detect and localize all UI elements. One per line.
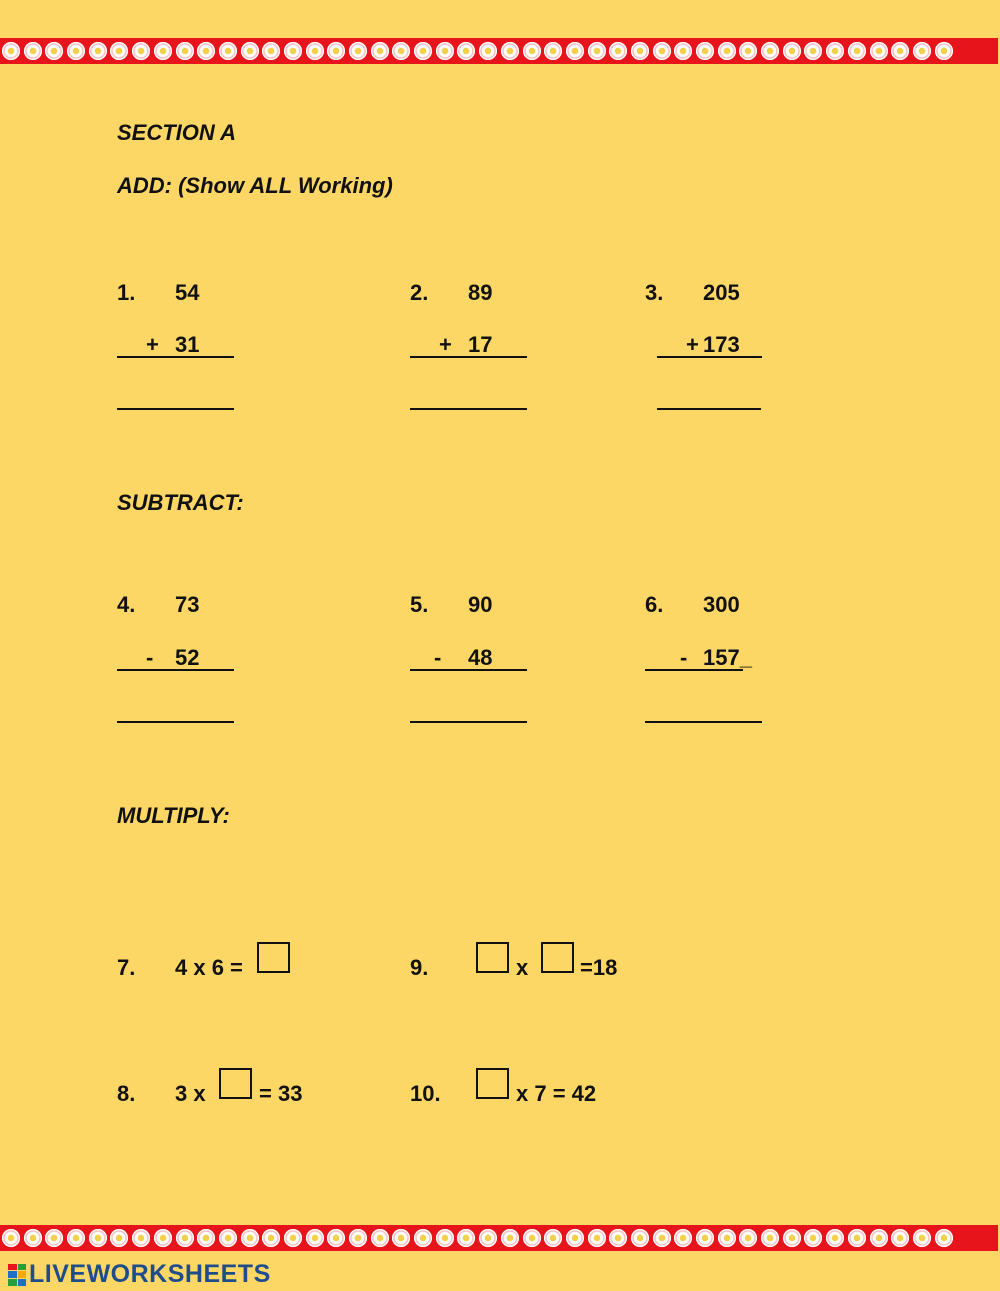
flower-icon [436,1229,454,1247]
flower-icon [913,42,931,60]
flower-icon [197,1229,215,1247]
problem-5-number: 5. [410,592,429,617]
problem-1-operator: + [146,332,159,357]
flower-icon [609,1229,627,1247]
flower-icon [674,42,692,60]
flower-icon [848,1229,866,1247]
flower-icon [45,42,63,60]
problem-9-times: x [516,955,529,980]
problem-7-expression: 4 x 6 = [175,955,243,980]
flower-icon [739,1229,757,1247]
problem-1-answer-line[interactable] [117,408,234,410]
flower-icon [870,1229,888,1247]
flower-icon [501,42,519,60]
problem-3-operator: + [686,332,699,357]
flower-icon [24,1229,42,1247]
problem-10-answer-box[interactable] [476,1068,509,1099]
problem-6-number: 6. [645,592,664,617]
flower-icon [696,42,714,60]
flower-icon [349,42,367,60]
subtract-heading: SUBTRACT: [117,490,244,515]
flower-icon [631,1229,649,1247]
problem-5-bottom: 48 [468,645,493,670]
flower-icon [804,42,822,60]
flower-icon [848,42,866,60]
flower-icon [783,1229,801,1247]
flower-icon [935,1229,953,1247]
problem-2-top: 89 [468,280,493,305]
flower-icon [566,42,584,60]
problem-8-result: = 33 [259,1081,303,1106]
flower-icon [479,42,497,60]
flower-icon [110,1229,128,1247]
problem-5-operator: - [434,645,442,670]
flower-icon [870,42,888,60]
problem-3-top: 205 [703,280,740,305]
flower-icon [631,42,649,60]
flower-icon [67,42,85,60]
problem-5-operation-line [410,669,527,671]
flower-icon [132,42,150,60]
problem-2-answer-line[interactable] [410,408,527,410]
problem-5-top: 90 [468,592,493,617]
flower-icon [89,1229,107,1247]
flower-icon [544,1229,562,1247]
flower-icon [262,42,280,60]
problem-1-top: 54 [175,280,200,305]
flower-icon [219,1229,237,1247]
problem-2-number: 2. [410,280,429,305]
flower-icon [479,1229,497,1247]
flower-icon [2,42,20,60]
liveworksheets-logo-icon [8,1264,26,1286]
flower-icon [284,1229,302,1247]
flower-icon [783,42,801,60]
problem-6-operation-line [645,669,743,671]
flower-icon [718,1229,736,1247]
problem-4-top: 73 [175,592,200,617]
liveworksheets-logo-text: LIVEWORKSHEETS [29,1260,271,1288]
problem-2-operator: + [439,332,452,357]
problem-10-result: x 7 = 42 [516,1081,597,1106]
flower-icon [2,1229,20,1247]
flower-icon [566,1229,584,1247]
problem-6-top: 300 [703,592,740,617]
flower-icon [544,42,562,60]
flower-icon [891,42,909,60]
flower-icon [826,42,844,60]
problem-7-number: 7. [117,955,136,980]
flower-icon [457,1229,475,1247]
problem-4-bottom: 52 [175,645,200,670]
problem-9-number: 9. [410,955,429,980]
flower-icon [197,42,215,60]
flower-icon [739,42,757,60]
flower-icon [653,1229,671,1247]
flower-icon [501,1229,519,1247]
flower-icon [219,42,237,60]
flower-icon [588,1229,606,1247]
flower-icon [414,42,432,60]
problem-9-answer-box-2[interactable] [541,942,574,973]
problem-4-answer-line[interactable] [117,721,234,723]
problem-3-operation-line [657,356,762,358]
flower-icon [761,1229,779,1247]
flower-icon [935,42,953,60]
flower-icon [523,1229,541,1247]
flower-icon [826,1229,844,1247]
flower-icon [24,42,42,60]
flower-icon [176,1229,194,1247]
flower-icon [718,42,736,60]
problem-3-answer-line[interactable] [657,408,761,410]
flower-icon [306,42,324,60]
flower-icon [891,1229,909,1247]
flower-icon [588,42,606,60]
bottom-flower-border [0,1225,998,1251]
flower-icon [327,42,345,60]
problem-9-result: =18 [580,955,618,980]
flower-icon [913,1229,931,1247]
problem-8-number: 8. [117,1081,136,1106]
flower-icon [284,42,302,60]
flower-icon [262,1229,280,1247]
flower-icon [154,42,172,60]
section-title: SECTION A [117,120,236,145]
flower-icon [674,1229,692,1247]
liveworksheets-logo[interactable] [8,1260,271,1289]
flower-icon [67,1229,85,1247]
problem-4-operator: - [146,645,154,670]
flower-icon [696,1229,714,1247]
flower-icon [45,1229,63,1247]
problem-9-answer-box-1[interactable] [476,942,509,973]
problem-8-expression: 3 x [175,1081,206,1106]
problem-7-answer-box[interactable] [257,942,290,973]
top-flower-border [0,38,998,64]
problem-10-number: 10. [410,1081,441,1106]
flower-icon [176,42,194,60]
flower-icon [457,42,475,60]
flower-icon [523,42,541,60]
flower-icon [241,42,259,60]
flower-icon [371,1229,389,1247]
flower-icon [132,1229,150,1247]
problem-1-number: 1. [117,280,136,305]
problem-8-answer-box[interactable] [219,1068,252,1099]
flower-icon [154,1229,172,1247]
flower-icon [392,42,410,60]
problem-6-operator: - [680,645,688,670]
flower-icon [371,42,389,60]
flower-icon [414,1229,432,1247]
flower-icon [436,42,454,60]
add-heading: ADD: (Show ALL Working) [117,173,393,198]
flower-icon [761,42,779,60]
problem-3-bottom: 173 [703,332,740,357]
problem-3-number: 3. [645,280,664,305]
flower-icon [89,42,107,60]
flower-icon [392,1229,410,1247]
flower-icon [349,1229,367,1247]
problem-2-bottom: 17 [468,332,493,357]
flower-icon [804,1229,822,1247]
problem-5-answer-line[interactable] [410,721,527,723]
problem-4-operation-line [117,669,234,671]
flower-icon [327,1229,345,1247]
problem-2-operation-line [410,356,527,358]
problem-6-answer-line[interactable] [645,721,762,723]
flower-icon [653,42,671,60]
problem-1-bottom: 31 [175,332,200,357]
multiply-heading: MULTIPLY: [117,803,230,828]
flower-icon [110,42,128,60]
problem-4-number: 4. [117,592,136,617]
flower-icon [241,1229,259,1247]
problem-6-bottom: 157_ [703,645,752,670]
flower-icon [609,42,627,60]
problem-1-operation-line [117,356,234,358]
flower-icon [306,1229,324,1247]
